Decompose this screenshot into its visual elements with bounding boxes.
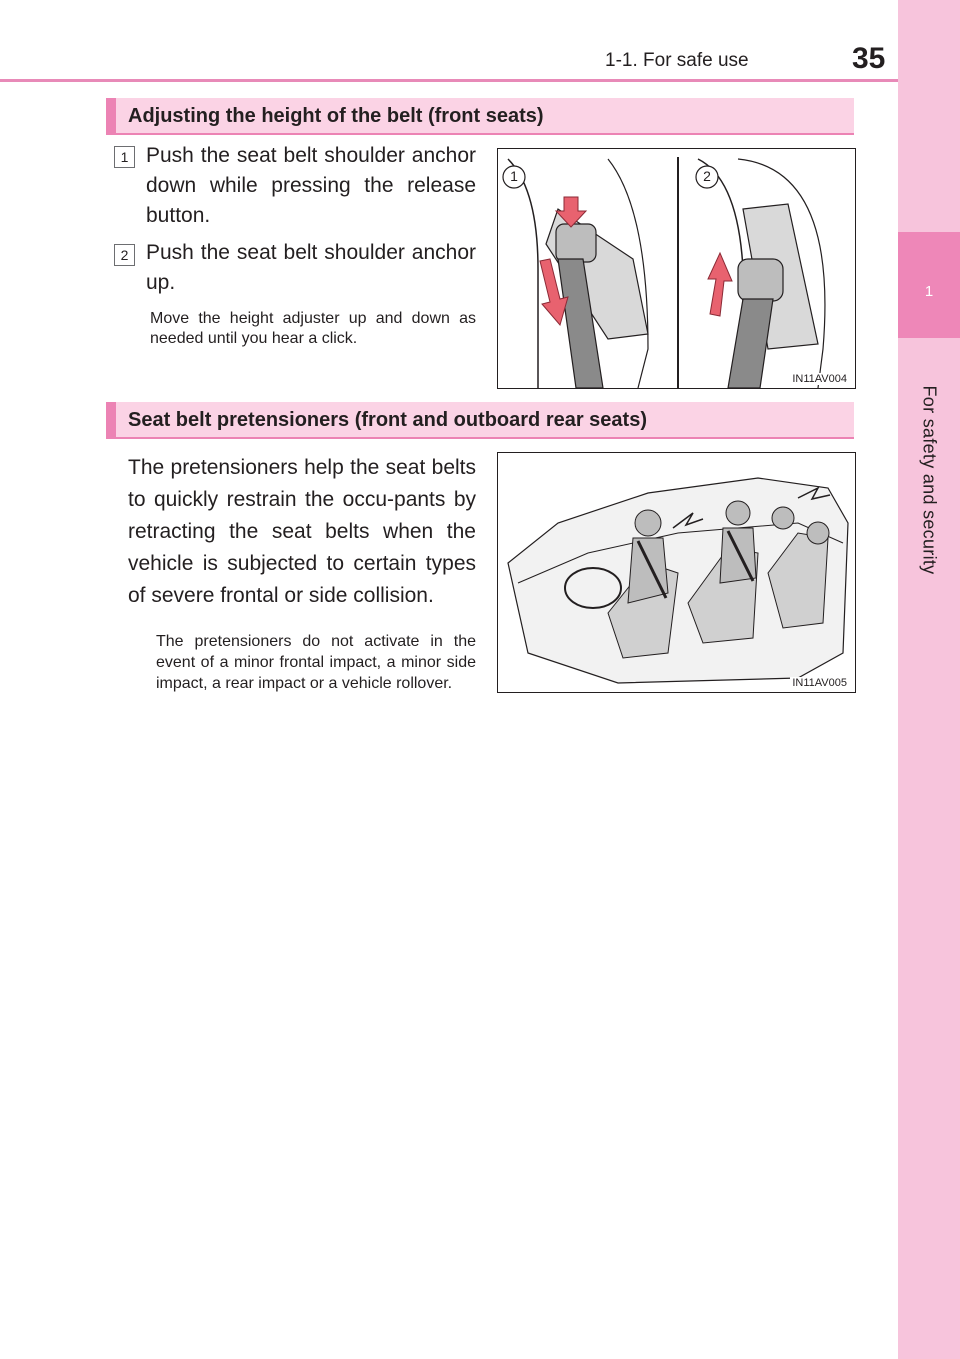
belt-height-note: Move the height adjuster up and down as needed until you hear a click. [150, 310, 476, 347]
arrow-up-icon [708, 253, 732, 316]
figure-callout-1: 1 [510, 168, 518, 184]
figure-belt-height-adjuster [497, 148, 856, 389]
figure-pretensioners [497, 452, 856, 693]
step-text-1: Push the seat belt shoulder anchor down while pressing the release button. [146, 144, 476, 227]
section-heading-pretensioners [106, 402, 854, 439]
figure-code: IN11AV005 [792, 677, 847, 689]
running-header-section: 1-1. For safe use [605, 50, 749, 71]
page-number: 35 [852, 42, 886, 75]
chapter-number: 1 [924, 283, 934, 300]
header-rule [0, 79, 898, 82]
pretensioner-note: The pretensioners do not activate in the event of a minor frontal impact, a minor side impact, a rear impact or a vehicle rollover. [156, 633, 476, 692]
step-number-2: 2 [114, 244, 135, 266]
figure-code: IN11AV004 [792, 373, 847, 385]
step-text-2: Push the seat belt shoulder anchor up. [146, 241, 476, 294]
step-number-1: 1 [114, 146, 135, 168]
belt-adjuster-illustration [498, 149, 855, 388]
side-tab-strip [898, 0, 960, 1359]
chapter-title: For safety and security [919, 385, 940, 575]
section-heading-text: Seat belt pretensioners (front and outboard rear seats) [128, 409, 647, 431]
figure-callout-2: 2 [703, 168, 711, 184]
section-heading-belt-height [106, 98, 854, 135]
pretensioner-description: The pretensioners help the seat belts to quickly restrain the occu-pants by retracting the seat belts when the vehicle is subjected to certain types of severe frontal or side collision. [128, 456, 476, 607]
section-heading-text: Adjusting the height of the belt (front seats) [128, 105, 544, 127]
pretensioner-illustration [498, 453, 855, 692]
